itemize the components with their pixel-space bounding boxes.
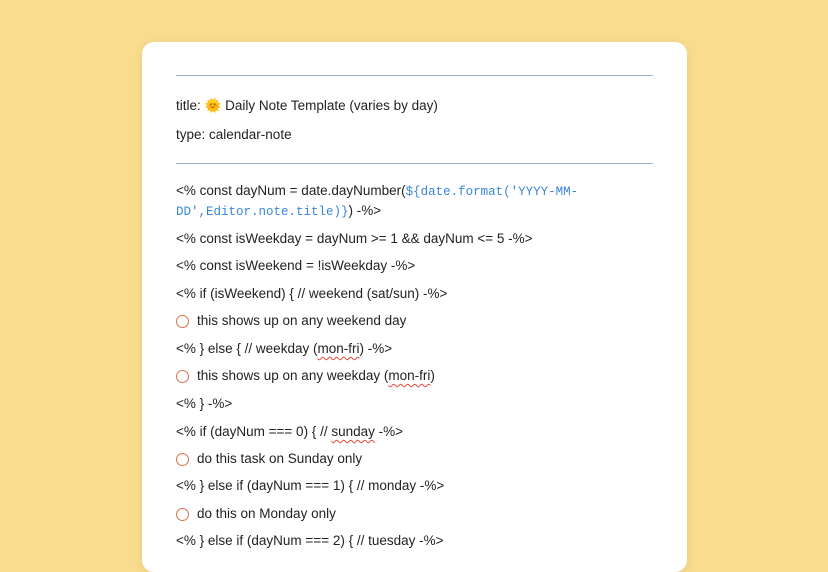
code-format-expression: ${date.format('YYYY-MM- — [405, 185, 579, 199]
editor-card — [142, 42, 687, 572]
code-text: <% const dayNum = date.dayNumber( — [176, 183, 406, 198]
task-checkbox[interactable] — [176, 508, 189, 521]
code-text: <% if (dayNum === 0) { // — [176, 424, 332, 439]
code-line-isweekday[interactable]: <% const isWeekday = dayNum >= 1 && dayNum <= 5 -%> — [176, 231, 533, 246]
code-line-daynum[interactable] — [176, 181, 646, 202]
task-label: do this task on Sunday only — [197, 451, 363, 466]
task-checkbox[interactable] — [176, 315, 189, 328]
task-checkbox[interactable] — [176, 370, 189, 383]
code-line-else-weekday[interactable] — [176, 339, 646, 359]
task-label: this shows up on any weekday (mon-fri) — [197, 368, 435, 383]
code-text: ) -%> — [359, 341, 393, 356]
code-format-expression-cont: DD',Editor.note.title)} — [176, 205, 349, 219]
code-text: ) -%> — [348, 203, 382, 218]
title-value: Daily Note Template (varies by day) — [225, 98, 438, 113]
code-line-close[interactable]: <% } -%> — [176, 396, 233, 411]
frontmatter-title[interactable] — [176, 96, 646, 116]
frontmatter-bottom-rule — [176, 163, 653, 164]
title-key: title: — [176, 98, 205, 113]
frontmatter-type[interactable]: type: calendar-note — [176, 127, 292, 142]
task-item-weekday[interactable] — [176, 366, 646, 386]
frontmatter-top-rule — [176, 75, 653, 76]
code-line-if-weekend[interactable]: <% if (isWeekend) { // weekend (sat/sun) -%> — [176, 286, 448, 301]
task-item-monday[interactable] — [176, 504, 646, 524]
code-line-elseif-tuesday[interactable]: <% } else if (dayNum === 2) { // tuesday -%> — [176, 533, 444, 548]
spellcheck-word: mon-fri — [388, 368, 431, 383]
sun-emoji-icon: 🌞 — [204, 98, 222, 113]
code-text: <% } else { // weekday ( — [176, 341, 318, 356]
spellcheck-word: mon-fri — [317, 341, 360, 356]
task-checkbox[interactable] — [176, 453, 189, 466]
task-label: do this on Monday only — [197, 506, 336, 521]
code-line-elseif-monday[interactable]: <% } else if (dayNum === 1) { // monday -%> — [176, 478, 445, 493]
code-text: -%> — [374, 424, 404, 439]
task-item-weekend[interactable] — [176, 311, 646, 331]
task-label: this shows up on any weekend day — [197, 313, 407, 328]
code-line-isweekend[interactable]: <% const isWeekend = !isWeekday -%> — [176, 258, 416, 273]
spellcheck-word: sunday — [331, 424, 375, 439]
code-line-if-sunday[interactable] — [176, 422, 646, 442]
task-item-sunday[interactable] — [176, 449, 646, 469]
code-line-daynum-cont[interactable] — [176, 201, 646, 222]
